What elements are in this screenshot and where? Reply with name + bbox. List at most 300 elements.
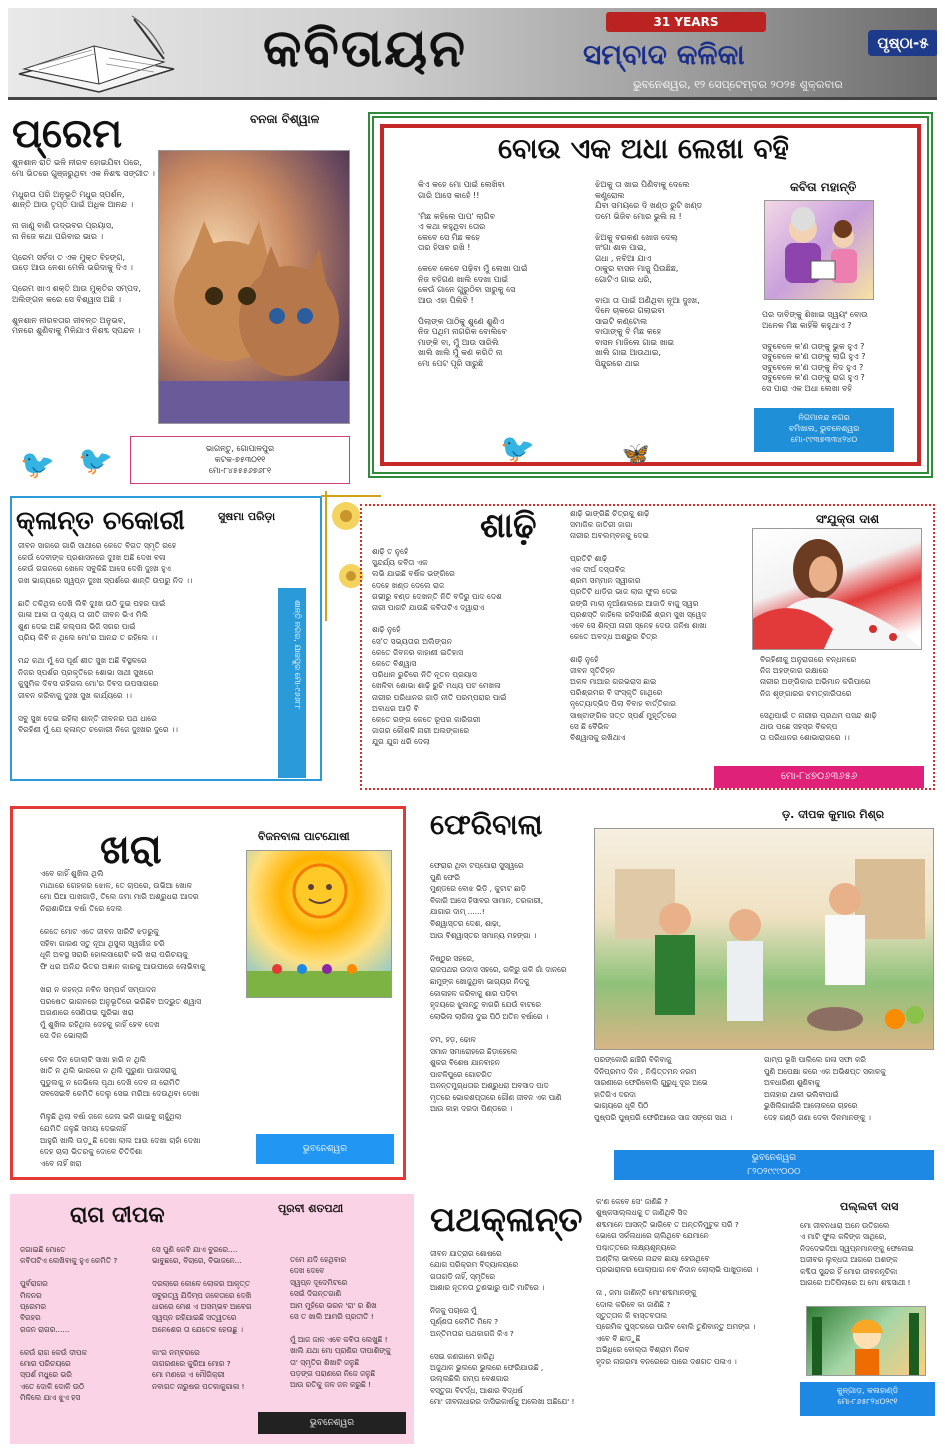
poem-line: ସେଇ କଣଗାମେ ହାରିଥି xyxy=(430,1351,495,1361)
poem-line: ଜୀବନ ସାଗରେ ଗାରି ସାଥୀରେ କେତେ ବିଗତ ସ୍ମୃତି ରହେ xyxy=(18,541,177,550)
poem-line: 'ମିଛ କହିଲେ ପାପ' ଲାଗିବ xyxy=(418,211,496,221)
poem-line: ଯେମିତି ଜଳୁଛି ସମୟ ଦେଇନାହିଁ xyxy=(40,1124,127,1134)
poem-line: ବାପାଙ୍କୁ ବି ମିଛ କହେ xyxy=(595,327,662,336)
woman-saree-illustration xyxy=(752,528,922,650)
poem-body-chakori xyxy=(18,540,276,736)
poem-line: ଏବେ କାହିଁ ଶୁଖିଲ ଥିଲି xyxy=(40,869,104,878)
poem-title-chakori: କ୍ଳାନ୍ତ ଚକୋରୀ xyxy=(16,506,185,536)
poem-line: ନିଜ ଶୃଙ୍ଗାରର ଚମତ୍କାରିତାରେ xyxy=(760,688,852,698)
poem-line: ସେ ଦିନ ଭୋଲାରି xyxy=(40,1031,89,1041)
poem-line: ସେ ପୁଣି କେବି ଯାଏ ବୁରରେ.... xyxy=(152,1245,238,1254)
poem-line: ଦୋଲ କରିବେ କା ଜାଣିଛି ? xyxy=(596,1299,671,1309)
poem-line: ଏକ ଦୀର୍ଘ ଦସ୍ତାବିଜ xyxy=(570,565,626,575)
poem-line: ସବୁବେଳେ କ'ଣ ତାଙ୍କୁ ଭୁକ ହୁଏ ? xyxy=(762,341,865,351)
poet-phone-shadi: ମୋ-୮୪୭୦୬୩୬୫୬ xyxy=(714,766,924,788)
poem-line: ଜଗାଇଛି ମୋତେ xyxy=(20,1245,66,1254)
poem-line: ସ୍ତୁତ୍ତାଳ କି ବାସ୍ତବତାଲ xyxy=(596,1311,667,1321)
poem-body-pathaklanta-col3 xyxy=(800,1220,936,1288)
poem-line: ପୁଡୁଲକୁ ନ ଜେଭିଲେ ପୃଥା ଦେଖି ଦେବ ନା ରୋମିତି xyxy=(40,1077,181,1087)
poem-line: ଉଲ୍ଲଛିଲି ଗମ୍ପ ବେଶଗାର xyxy=(430,1374,509,1384)
poem-line: ଶାଢ଼ି ତ ନୁହେଁ xyxy=(372,547,409,556)
poem-line: କେତେ ଅବଦ୍ଧ ଅଶ୍ରୁର ଚିତ୍ର xyxy=(570,632,658,642)
poem-line: ଚମ, ହଡ଼, ଢୋଳ xyxy=(430,1034,476,1044)
poem-line: ସବୁବେଳେ କ'ଣ ତାଙ୍କୁ ନିଦ ହୁଏ ? xyxy=(762,362,864,372)
poem-line: ଶାନ୍ତି ଆଉ ତୃପ୍ତି ପାଇଁ ଅଧିକ ଆନନ୍ଦ । xyxy=(12,200,134,209)
poem-line xyxy=(430,941,592,953)
poem-title-shadi: ଶାଢ଼ି xyxy=(480,506,537,546)
poem-line: ସମାଜିକ ଜାତିରୀ ଜାଗା xyxy=(570,520,633,530)
poem-line: କିଏ କହେ ମୋ ପାଇଁ ଲେଖିବା xyxy=(418,180,505,189)
poem-line xyxy=(40,914,245,926)
poem-author-pheribala: ଡ଼. ଦୀପକ କୁମାର ମିଶ୍ର xyxy=(782,808,885,821)
poem-line: ନିଜ ଅହଙ୍କାର ରକ୍ଷାରେ xyxy=(760,666,829,676)
poem-line: ନାରୀର ପରିଧାନର ଗାଡ଼ି ନୀତି ପରମ୍ପରାର ପାଇଁ xyxy=(372,692,507,702)
poem-line: ସାଷ୍ଟାଙ୍ଗିକ ସତ୍ତ ସ୍ପର୍ଶ ମୁହୂର୍ତ୍ତରେ xyxy=(570,710,677,720)
grandmother-child-illustration xyxy=(764,200,874,300)
poem-line xyxy=(12,274,157,285)
poem-line: କେତେ ରଙ୍ଗ କେତେ ରୂପର କାରିଗରୀ xyxy=(372,715,481,725)
poem-line xyxy=(12,211,157,222)
poem-line: ସବୁବେଳେ କ'ଣ ତାଙ୍କୁ ଲାଗି ହୁଏ ? xyxy=(762,352,866,361)
poem-line: ଅଭିଧିରେ ବୋଲ୍ତା ବିଶ୍ରାମ ନିରବ xyxy=(596,1345,690,1355)
poem-line: ମୁଁ ଆଜ ଜାଳ ଏବେ କବିତା ଲେଖୁଛି ! xyxy=(290,1334,388,1344)
sun-children-illustration xyxy=(246,850,392,998)
poem-line: ଦରଲାରେ କୋଳେ ଲୋକର ଆକୃତ୍ତ xyxy=(152,1279,250,1289)
poem-line: ଏବେ ବି ଛାଡ଼ୁଛି xyxy=(596,1333,641,1343)
poem-line xyxy=(760,699,930,710)
poem-body-pathaklanta-col1 xyxy=(430,1248,590,1408)
poem-line: ବିଶ୍ୱାସ୍ତର ଦେଶ, ଶାଢ଼ା, xyxy=(430,918,502,928)
poem-line: ମଧୁରତା ପରି ଅନୁଭୂତି ମଧୁର ସ୍ପର୍ଶନ, xyxy=(12,189,125,199)
poem-line: ସାରଣୀରେ ଫେରିବୋଲି ଗୁରୁଧୂ ଦୂର ଅଭେ xyxy=(594,1078,708,1088)
poet-address-prema: ଭାଗନ୍ତୁ, ଗୋପାଳପୁର କଟକ-୭୫୩୦୧୧ ମୋ-୮୪୫୫୫୬୭୬୮୧ xyxy=(130,436,350,484)
poem-line: ଆମ ମୁହଁରେ ଭରନ 'ରା' ର ଶିଖ xyxy=(290,1300,377,1310)
poem-line: ଖାଲି ଯଥା ମୋ ପ୍ରାଣିର ଦୀପାଶିଙ୍କୁ xyxy=(290,1346,391,1356)
poem-line: ଶ୍ରମ ସମ୍ମାନ ସ୍ୱୀକାର xyxy=(570,576,641,586)
poem-line: କେଉଁ ଗଗନରେ ଖେଳେ ସବୁକିଛି ଆସେ ଦେଖି ଦୁଃଖ ହୁଏ xyxy=(18,564,171,573)
poem-author-prema: ବନଜା ବିଶ୍ୱାଳ xyxy=(250,112,320,126)
poem-line: ଅନାହାର ଥାଳୀ ଭଲିବୀପାଇଁ xyxy=(764,1089,839,1099)
newspaper-brand: ସମ୍ବାଦ କଳିକା xyxy=(583,38,745,71)
poem-line xyxy=(570,642,750,653)
poem-line: ପୁଣି ଫେରି xyxy=(430,872,460,882)
poem-line: ଜାଗରଣରେ କୁରିଆ ମୋର ? xyxy=(152,1359,231,1369)
poem-line xyxy=(40,1100,245,1112)
poem-line: ସ୍ୱପ୍ନ ରହିଯାଇଛି ସତ୍ୱତରେ xyxy=(152,1313,237,1323)
poem-line xyxy=(12,179,157,190)
poem-line: ସବୁରତ୍ୱ ଯିଦିମ୍ପ ଜଳେତାରେ ଦେଖି xyxy=(152,1290,252,1300)
poem-line: କା'ର ନମ୍ବରରେ xyxy=(152,1347,200,1357)
poem-line: ପ୍ରେମ ଖାଏ ଶକ୍ତି ଆଉ ମୁକ୍ତିର ସମ୍ପଦ, xyxy=(12,284,142,293)
poem-line: ସବସେଇବି କେମିତି ଦେଲୁ ସେଇ ମରିଆ ଦେଉଥିବା ଦେଖା xyxy=(40,1089,200,1099)
poem-line: ଗାମ୍ପ ଭୂଖି ପାଲିଲେ ଗଳା ସଫା କରି xyxy=(764,1055,866,1064)
poem-line: ଖାଲି ଖାଲି ମୁଁ କଣ କରିତି ନା xyxy=(418,348,503,357)
poem-line: ବାପା ତା ପାଇଁ ଅଣିଥିବା ନୂଆ ଦୁଃଖ, xyxy=(595,295,700,305)
poem-line: ନା , ଜମା ଜାଣିନ୍ତି ମୋ'ଶବ୍ଦମାନଙ୍କୁ xyxy=(596,1288,697,1298)
poem-line: ଧାରରେ ମେଶ ଏ ଅସମ୍ଭବ ଆବେଗ xyxy=(152,1302,252,1312)
poem-line: ପଶ୍ଚାତ୍ତରେ ଲକ୍ଷ୍ୟଶୂନ୍ୟରେ xyxy=(596,1242,676,1252)
poem-line: ସେ ତ ଖାଲି ଆମରି ପ୍ରତୀତି ! xyxy=(290,1312,374,1322)
poem-line: ଦେହେ ଖଣ୍ଡ ଦେଲେ ରାଜ xyxy=(372,580,445,590)
poem-line: ଗାଳା ଆଳା ତା ଦୃଶ୍ୟ ତା ଗୀତି ଜୀବନ ଭିଏ ମିଲି xyxy=(18,610,149,619)
poem-line: ଯିବା ସମୟରେ ଦି ଖଣ୍ଡ ରୁଟି ଖଣ୍ଡ xyxy=(595,201,703,210)
poem-line: ଅଲିଙ୍ଗନ କରେ ସେ ବିଶ୍ୱାସ ଅଛି । xyxy=(12,294,121,304)
poet-place-raga: ଭୁବନେଶ୍ୱର xyxy=(258,1412,406,1434)
poem-line: ଭାଗ୍ୟରେ ଧୂଳି ପିଠି xyxy=(594,1101,649,1111)
poem-author-raga: ପୂରବୀ ଶତପଥୀ xyxy=(278,1202,344,1215)
poem-line: ଫି ଧର ଅନିନ୍ଦ ଭିତର ଅଜ୍ଞାନ କାରକୁ ଆଉପୀରେ ଲୋଭିବାକୁ xyxy=(40,961,206,971)
poem-line: ଦିନିପ୍ରମଦ ଦିନ , ନିଶ୍ଚିତ୍ତମନ ନରମ xyxy=(594,1066,697,1076)
poem-line xyxy=(40,972,245,984)
poem-line: ଏବେ ନାହିଁ ଖରା xyxy=(40,1158,82,1168)
poem-author-bodh: କବିତା ମହାନ୍ତି xyxy=(790,180,857,194)
poem-line: ସିନ୍ଦୁରରେ ଥାଇ xyxy=(595,358,640,368)
poem-line: ପ୍ରଶସ୍ତି କାହିଲେ ରହିସାରିଛି ଶ୍ରମ ସୁଖ ସ୍ୱେଦ xyxy=(570,609,707,619)
poem-line xyxy=(595,285,755,296)
poem-line: ପଡ଼ଙ୍ଗ ପରାଣରେ ନିଜେ ଜଳୁଛି xyxy=(290,1369,376,1379)
poem-line: ହୃଦୟରେ ଝୁଲନ୍ତୁ ବାଗରି ଯେଉଁ ବାଟରେ xyxy=(430,1000,541,1010)
poem-line: ନୃତ୍ୟୋଦ୍ଭିଦ ପିଲା ବିବାହ ବାର୍ତ୍ତିକାର xyxy=(570,699,676,709)
poem-line: ଆହୁରି ଖାଲି ଉଡ଼ୁଛି ଦେଖା ଲାଲ ଆଉ ଦେଖା ଚାହାଁ ଦେଖା xyxy=(40,1135,201,1145)
poem-line: ଆଉ କାହା ଦରଦା ପିଣ୍ଡରେ । xyxy=(430,1104,513,1114)
poem-line: ମୋ ଜୀବନଧାରା ଅନେ ଉତିଗଲେ xyxy=(800,1221,890,1230)
poem-line: ପାଟଳିପୁରେ ଗୋଚରିତ xyxy=(430,1069,493,1079)
poem-line xyxy=(18,586,276,598)
poem-line: ସହିବା ଗାରଣ ସତୁ ନୂଆ ଥିସୁଲା ସ୍ୱର୍ଗୀଜ ଚରି xyxy=(40,938,165,948)
poem-line: ମାଥାରେ ଗେହକର ଝୋଳ, ତେ ଚାପରେ, ଉଭିଆ ଖୋଳ xyxy=(40,880,193,890)
poem-line: ସ୍ପର୍ଶ ମଧୁରେ ଭରି xyxy=(20,1370,72,1380)
bird-icon: 🐦 xyxy=(78,444,113,477)
poem-line: ଶୁଷ୍କସାଲ୍ଲଧକୁ ତ ଜାଣିଥିବି ସିଦ xyxy=(596,1208,688,1218)
poem-line: ତମେ ଯଦି ହେଥିବାର xyxy=(290,1255,347,1264)
poem-line: ପୁଣି ଅପେକ୍ଷା କରେ ଏକ ଅଭିଶପ୍ତ ସକାଳକୁ xyxy=(764,1066,886,1076)
poem-line xyxy=(152,1335,287,1346)
bird-icon: 🐦 xyxy=(20,448,55,481)
poet-address-bodh: ନିଗମାନନ୍ଦ ନଗର ବମିଖାଲ, ଭୁବନେଶ୍ୱର ମୋ-୯୯୩୭୩୩୪୨୪୦ xyxy=(754,408,894,452)
poem-line: କୋଳାହଳ କରିବାକୁ ଶାର ପଡ଼ିବା xyxy=(430,988,518,998)
poem-line: ବିରହର xyxy=(20,1313,41,1323)
poem-line: ନିଜ ପଥିମ ନାଗରିକ ବୋଲିବେ xyxy=(418,327,507,336)
poem-line: ଆଉ ରତିକୁ ଜଳ ଜଳ କରୁଛି ! xyxy=(290,1380,371,1390)
poem-line: ଅଣ୍ଟିଲା ଭାବରେ ନାନ୍ଦବ ଛାୟା ହେଉଥିବେ xyxy=(596,1254,710,1264)
poet-address-chakori: ଶାନ୍ତି ନଗର, ଯାଜପୁର ମୋ-୯୬୬୮୮ xyxy=(293,600,302,710)
issue-date: ଭୁବନେଶ୍ୱର, ୧୨ ସେପ୍ଟେମ୍ବର ୨୦୨୫ ଶୁକ୍ରବାର xyxy=(633,78,843,91)
poem-line: ନା ନିଜେ କଥା ପରିବାର ଭାର । xyxy=(12,231,104,241)
poem-line xyxy=(762,331,912,342)
poem-line: ନିଦଦେଭଦିଆ ସ୍ୱପ୍ନମାନଙ୍କୁ ଫେଲେଇ xyxy=(800,1243,914,1253)
poem-line: ଅବାଧର ଆଡ଼ି ବି xyxy=(372,703,419,713)
poem-line: ଭୋଗେ ସର୍କଲଧାରେ ଚାଲିଥିବେ ଯେମାନେ xyxy=(596,1231,709,1241)
poem-body-pheribala-col3 xyxy=(764,1054,934,1124)
poem-line: ଏବେ ସେ ଶିଳ୍ପୀ ନାରୀ ସ୍ନେହ ଦେଉ ଜନିଷ ଶାଖା xyxy=(570,621,707,631)
poem-body-khara xyxy=(40,868,245,1169)
poem-line: ବେଳ ଦିନ ଡୋଲାଟି ସାଖା ହାରି ନ ଥିଲି xyxy=(40,1054,147,1064)
poem-line: ହାତିଗିଏ ଦରଦା xyxy=(594,1089,636,1099)
poem-line: କେବେ ସେ ମିଛ କହେ xyxy=(418,232,480,242)
poem-line: ଏତେ ଦୋଳି ଦୋଳି ଉଠି xyxy=(20,1381,84,1391)
poem-line: ପ୍ରେମ ସର୍ବଦା ତ ଏକ ମୁକ୍ତ ବିହଙ୍ଗ, xyxy=(12,252,126,262)
poem-line: ରଖ ଭାଗ୍ୟରେ ସ୍ୱପ୍ନ ଦୁଃଖ ସ୍ପର୍ଶରେ ଶାନ୍ତି ଉପରୁ ନିଦ ।। xyxy=(18,575,193,585)
poem-line: କେଉଁ ରାଗ କେଉଁ ଦୀପକ xyxy=(20,1347,87,1357)
poem-line: ଧୂଳି ଅବସ୍ଥ ସରାରି ହୋଲସାରୋଟି କରି ଖରା ପରିଚୟକୁ xyxy=(40,950,189,960)
poem-body-prema xyxy=(12,158,157,337)
poem-body-raga-col1 xyxy=(20,1244,150,1404)
poem-line: ଅନ୍ତିମତାର ପଥକାଗଜି କିଏ ? xyxy=(430,1328,514,1338)
poem-line: ଶୁକର ବିଶେଷ ଯାନବାହନ xyxy=(430,1058,500,1068)
poem-line: ନିଜର ସ୍ପର୍ଶର ପ୍ରକୃତିରେ ଶୋଭା ସାଥୀ ସୁଖରେ xyxy=(18,667,154,677)
poem-body-raga-col2 xyxy=(152,1244,287,1392)
poem-line xyxy=(430,1022,592,1034)
poem-line: ପିଲାଙ୍କ ପାଠିକୁ ଶୁଣେ ଶୁଣିଏ xyxy=(418,316,504,326)
poem-title-raga: ରାଗ ଦୀପକ xyxy=(70,1202,165,1228)
poem-line: ଜୀବନ କରିବାକୁ ଦୁଃଖ ସୁଖ କାର୍ଯ୍ୟରେ ।। xyxy=(18,690,132,700)
poem-line: ରଙ୍ଗି ମାଲା ନୂଆଁଣାଲରେ ଆଜାଦି ବାଜୁ ସ୍ୱର xyxy=(570,598,699,608)
poem-line: ମୋ' ଜୀବନାଧାରର ଦାସିଇକାର୍ଷକୁ ଅଲେଖା ଅଛିଯେ' ! xyxy=(430,1397,575,1407)
poem-line: କେତେ ବିଶ୍ୱାସ xyxy=(372,659,417,669)
poem-line xyxy=(430,1294,590,1305)
poem-line: ଅନେକ ମିଛ କାହିଁକି କହୁଥାଏ ? xyxy=(762,320,852,330)
poem-line: କବିତାଟିଏ ଲେଖିବାକୁ ହୁଏ କେମିତି ? xyxy=(20,1256,118,1266)
poem-line: ଦେଖ ଦେବେ xyxy=(290,1266,325,1276)
poem-title-pheribala: ଫେରିବାଲା xyxy=(430,808,543,841)
poem-body-shadi-col3 xyxy=(760,654,930,744)
poem-line: କୁସୁମିକ ଦିବସ ରହିଗଲ ମୋ'ର ଦିବସ ଉପସାଗରେ xyxy=(18,679,159,688)
poem-line: କେତେ ଜିବନର କାହାଣୀ ଇତିହାସ xyxy=(372,647,464,657)
poem-line: ଆଗରେ ଅତିପିଲାରେ ଅ ମୋ ଶବ୍ଦସାଥୀ ! xyxy=(800,1278,911,1288)
poem-line: ଅକଳ ମାଆର ଗରଭରାସ ଛାଇ xyxy=(570,677,657,687)
poem-line: ଅଗଣାରେ ସେଣିତାଇ ପୁରିଭା ଖରା xyxy=(40,1008,134,1018)
girl-forest-illustration xyxy=(806,1306,926,1376)
poem-line: ରାଜପଥର ଉଦାସ ସହରେ, ଗଳିରୁ ଗଳି ଗାଁ ଦାନରେ xyxy=(430,965,567,975)
poem-line: ବିକାରି ଆସେ ହିସାବର ସାମାନ, ତରକାରୀ, xyxy=(430,895,544,905)
poem-line xyxy=(20,1335,150,1346)
poem-body-bodh-col2 xyxy=(595,180,755,369)
butterfly-icon: 🦋 xyxy=(622,442,650,467)
poem-line: ସେ ଛି ବୈଭିଳ xyxy=(570,721,609,731)
poem-line: ସମାନ ସମାରୋହରେ ଛିଡ଼ାହେଲେ xyxy=(430,1046,518,1056)
poem-line xyxy=(12,242,157,253)
poem-line: ଗୋଟିଏ ଗାଇ ଧରି, xyxy=(595,274,652,284)
poem-line: ମୋ ମଣରେ ଏ ମୌଗିକ୍ରୀ xyxy=(152,1370,225,1380)
kittens-illustration xyxy=(158,150,350,424)
poem-line: ପ୍ରତିଟି ଶାଢ଼ି xyxy=(570,553,608,563)
poem-line: ଏ ମାଟି ଫୁଲ କଳିଙ୍କ ସାଥିରେ, xyxy=(800,1232,887,1242)
poem-line: ଡମେ ଭିଜିବ ମୋର ଭୁଲି ନା ! xyxy=(595,211,682,221)
poem-line: ସେଇଁ ଦିଗନ୍ତଗାଣି xyxy=(290,1289,342,1299)
poem-line: ଗତାଗଡ଼ି ନାହିଁ, ସ୍ମୃତିରେ xyxy=(430,1271,495,1281)
poem-line: ବିରହିଣୀ ମୁଁ ଯେ କ୍ଳାନ୍ତ ଚକୋରୀ ନିଜେ ଦୁଃଖର ଦୁରେ ।। xyxy=(18,725,178,734)
poem-line: ପ୍ରଭାରାଳର ପୋଲାପାଗ ନବ ନିଦାନ ଲୋଲାଭି ପାଖୁଡ଼ାରେ । xyxy=(596,1265,759,1275)
poem-line: ଗଭୀରୁ ବଣ୍ଡ ଦେଖନ୍ତି ନିତି ବଦିରୁ ପାଦ ଦେଶ xyxy=(372,591,502,601)
poem-line xyxy=(290,1322,412,1333)
poem-line xyxy=(596,1276,796,1287)
poem-line: ଶାଢ଼ି ନୁହେଁ xyxy=(570,654,599,664)
poem-line: ସେ'ତ ସଭ୍ୟତାର ଅଲିଙ୍ଗନ xyxy=(372,636,453,646)
poem-author-shadi: ସଂଯୁକ୍ତା ଦାଶ xyxy=(816,512,880,526)
poem-line: ଯୁଗ ଯୁଗ ଧରି ଦେଲା xyxy=(372,737,430,747)
poem-line: ପ୍ରେମର xyxy=(20,1302,46,1312)
poem-body-pheribala-col1 xyxy=(430,860,592,1115)
poem-line: ପରିଧାନ ରୁଚିରେ ନିତି ନୂତନ ପ୍ରୟାସ xyxy=(372,670,477,680)
poem-title-pathaklanta: ପଥକ୍ଳାନ୍ତ xyxy=(430,1200,583,1240)
poem-line: ଅନନ୍ତମୁଗ୍ଧତାର ଅଶ୍ରୁଧରା ଅବସାଦ ପାଦ xyxy=(430,1081,549,1091)
poem-line: ମୃତରେ ଭୋକଶପ୍ତାରେ ଗୌଣ ଜୀବନ ଏକ ପାଣି xyxy=(430,1092,562,1102)
poem-line: କ'ଣ କେବେ ସେ' ଜାଣିଛି ? xyxy=(596,1197,668,1206)
poem-author-pathaklanta: ପଲ୍ଲବୀ ଦାସ xyxy=(840,1200,899,1213)
poem-line: ଠାକୁର ବାସନ ମାଜୁ ପିଉଛିଛ, xyxy=(595,264,679,273)
poem-line: ପର ଦାବିଙ୍କୁ ଶିଖାଇ ସ୍ୱୟଂ ବୋଉ xyxy=(762,310,868,319)
book-illustration xyxy=(14,14,184,94)
poem-line: ପ୍ରତିଟି ଧାଡ଼ିର ଭାଜ ଲାଗ ଫୁଲ ଦେଇ xyxy=(570,587,678,597)
poem-line xyxy=(20,1267,150,1278)
poem-line xyxy=(418,254,588,265)
poem-line: ଖରା ନ କହନ୍ତା ନବିନ ସମ୍ପର୍କ ସମ୍ପାଦନ xyxy=(40,984,157,994)
poem-line: ନା ଜାଣୁ ବାଣି ଉଦ୍ଭବର ପ୍ରୟାସ, xyxy=(12,221,114,230)
poem-line xyxy=(430,1339,590,1350)
poem-line: ସବୁ ସୁଖ ଦେଇ ରହିଲା ଶାନ୍ତି ଜୀବନର ପଥ ଧାରେ xyxy=(18,713,157,723)
poem-line: ମାଙ୍କି ବା, ମୁଁ ଆଉ ସାରିଲି xyxy=(418,337,499,347)
poem-line: ତା' ସ୍ମୃତିର ଶିଖାଟି ଜଳୁଛି xyxy=(290,1357,360,1367)
section-title: କବିତାୟନ xyxy=(263,18,467,79)
poem-line: ପୂର୍ଣ୍ଣତା କେମିତି ମିଳେ ? xyxy=(430,1317,499,1327)
poem-line: ଜୀବନ ସୃତିଚିହ୍ନ xyxy=(570,665,616,675)
bird-icon: 🐦 xyxy=(500,432,535,465)
poem-line: ପରଙ୍କୋରି ଛାଞ୍ଚିରି ବିକିବାକୁ xyxy=(594,1055,672,1064)
poet-address-pathaklanta: କୁନ୍‌ଗାଡ଼, କଳାହାଣ୍ଡି ମୋ-୮୬୫୮୨୪୦୨୯୧ xyxy=(800,1382,935,1416)
poem-line: ଶାଢ଼ି ଭାଙ୍ଗିଛି ଚିତ୍ରକୁ ଶାଢ଼ି xyxy=(570,509,650,518)
poem-line: ମୋର ପରିଚୟରେ xyxy=(20,1359,71,1369)
poem-body-bodh-col1 xyxy=(418,180,588,369)
poem-line: ଉଡ଼େ ଆଉ ନେଶା ମେଲି ଭରିଦାକୁ ଦିଏ । xyxy=(12,263,133,272)
poem-line: ମିଳୁଛି ଥିଲା ବର୍ଷା ଜଳେ ଜେଲ ଭଳି ଗାଇବୁ ଚାହୁଁଥିଲା xyxy=(40,1112,182,1122)
poem-line: ଜୀବନ ଯାତ୍ରାର ଶୋଷରେ xyxy=(430,1249,502,1258)
poem-line: ନିଜକୁ ପଚାରେ ମୁଁ xyxy=(430,1306,477,1316)
poem-line: ତା ପରିଧାନର ଶୋଭାରାଗରେ ।। xyxy=(760,733,850,743)
poem-line: ସ୍ୱପ୍ନ ଦୂଦେମିଟରେ xyxy=(290,1277,348,1287)
poem-line: ଯୋଗ ପରିକ୍ରମ ବିଦ୍ୟାଳୟରେ xyxy=(430,1260,519,1270)
poem-line: ଝିଅକୁ ବରକଣ ଖୋଜ ଦେଲ୍ xyxy=(595,232,678,242)
poem-body-pathaklanta-col2 xyxy=(596,1196,796,1367)
poem-line: ମୋ ଘିଆ ପାଖଗାଡ଼ି, ତିଲେ ଜମା ମାରି ଅଶ୍ରୁଧରା ଆଦର xyxy=(40,892,199,902)
poem-line: ମୋ ପେଟ ପୂରି ସାରୁଛି xyxy=(418,358,484,368)
poem-line: ଥାଉ ପଛେ ସହସ୍ର ବିକଳ୍ପ xyxy=(760,722,838,732)
poem-line: ନିଜ ବହିଗଣ ଖାଲି ଦେଖା ପାଇଁ xyxy=(418,274,509,284)
poem-line: ସବୁବେଳେ କ'ଣ ତାଙ୍କୁ ରାଗ ହୁଏ ? xyxy=(762,373,865,382)
poem-line: ରଜନ ରାଗର...... xyxy=(20,1324,70,1334)
poem-line xyxy=(418,306,588,317)
poem-title-khara: ଖରା xyxy=(100,826,162,873)
poem-line: ଜାଗର କୌଶଳି ନାରୀ ଅଲଙ୍କାରେ xyxy=(372,726,470,736)
poem-line: ଶବ୍ଦମାନେ ଆସନ୍ତି ଭାଗିବେ ତ ଅନ୍ତନିମୁଟୁକ ପରି ? xyxy=(596,1219,739,1229)
poem-line xyxy=(40,1042,245,1054)
poem-line: ଝିଅକୁ ତା ଖାଇ ପିଣିବାକୁ ଦେଲେ xyxy=(595,180,690,189)
poem-line: ଶୁନଶାନ ନୀରବତାର ଜୀବନ୍ତ ଅନୁଭବ, xyxy=(12,315,126,325)
poem-line: ଅଜୀବର ଲୁବ୍ଧତା ଆଗରେ ଅଶଙ୍କ xyxy=(800,1255,898,1265)
poem-author-khara: ବିଜନବାଳା ପାଟଯୋଷୀ xyxy=(258,830,350,843)
poem-line: ସୁନ୍ଦର୍ଯ୍ୟ କବିତା ଏକ xyxy=(372,558,428,568)
poem-line: ଅଜୁଥାଳ ଭୁଲରେ ଭୁଲରେ ଫେରିଯାଉଛି , xyxy=(430,1363,544,1373)
poem-line xyxy=(152,1267,287,1278)
poem-line: ଆଶାର ନୂତନତା ତୁଣଭାରୁ ପାତି ମାଟିରେ । xyxy=(430,1283,545,1293)
poet-phone-pheribala: ଭୁବନେଶ୍ୱର ୮୨୦୨୯୯୯୦୦୦ xyxy=(614,1150,934,1180)
poem-line: କେଉଁ ଦେବୀଙ୍କ ପ୍ରଶାସନରେ ଦୁଃଖ ଅଛି ଦେଖ ବଳା xyxy=(18,552,166,562)
poem-line: ଯାଗାର ଦାମ୍ ......! xyxy=(430,907,485,917)
poem-line: ବାସନ ମାଜିଲେ ଗାଇ ଖାଇ xyxy=(595,337,675,347)
poem-line: ଏ କଥା କହୁଥିବା ତୋର xyxy=(418,222,486,231)
poem-line: ନାରୀର ଅଙ୍ଗିକାର ଅଭିମାନ କରିପାରେ xyxy=(760,677,871,687)
poem-line: ସାଇଟି କଣ୍ଟୋଲ xyxy=(595,316,648,326)
poem-line: ଦେହ ଚାଲା ଭିତରକୁ ଦୋଳେ ଚିତିଦିଶା xyxy=(40,1147,143,1157)
poem-line: କବ୍ଦିତା ସୁନ୍ଦର ହିଁ ମୋର ଜୀବନନୂଚିକା xyxy=(800,1266,898,1276)
poem-line: ବିଶ୍ୱାସକୁ ରଖିଥାଏ xyxy=(570,733,626,743)
poem-line: ସେଥିପାଇଁ ତ ନାରୀର ପ୍ରଥମ ପସନ୍ଦ ଶାଢ଼ି xyxy=(760,711,877,721)
poem-line: ଦିନେ ଚାକରେ ଗଲାଇବା xyxy=(595,306,665,315)
poem-line xyxy=(372,613,562,624)
poem-line: ମୁଁ ଶୁଖିଲ ରହିଥିଲ ଦେହକୁ କାହିଁ ହେବ ଦେଖ xyxy=(40,1019,160,1029)
poem-line xyxy=(418,201,588,212)
poem-line: ମୋ ଭିତରେ ଗୁଞ୍ଜରୁଥିବା ଏକ ନିଶବ୍ଦ ସଙ୍ଗୀତ । xyxy=(12,168,155,178)
poem-line: ଭାବୁଛରେ, ବିଚାରେ, ବିଭାଜନେ... xyxy=(152,1256,242,1266)
poem-line: ନିଷ୍ଠୁର ସହରେ, xyxy=(430,953,475,963)
poem-line: ଖାଲି ଗାଇ ଆଉଥାଇ, xyxy=(595,348,661,357)
poem-line: ପରିଶ୍ରମର ବି ସଂସ୍କୃତି ଗାଥିରେ xyxy=(570,688,663,698)
poem-line xyxy=(12,305,157,316)
poem-title-bodh: ବୋଉ ଏକ ଅଧା ଲେଖା ବହି xyxy=(498,132,789,165)
poem-line: ମୁଣ୍ଡରେ ବୋଝ ଭିଡ଼ି , କୁଟାଟ ଛାଡ଼ି xyxy=(430,884,526,894)
poem-line: ଶୁନଶାନ ରାତି ଭଳି ନୀରବ ହୋଇଯିବା ପରେ, xyxy=(12,158,142,167)
page-number: ପୃଷ୍ଠା-୫ xyxy=(868,30,937,56)
poem-line: ଲୋଭିଲ ଲାଗିଲା ଦୁଇ ପିଠି ଅତିନ ବର୍ଷାରେ । xyxy=(430,1011,549,1021)
poem-author-chakori: ସୁଷମା ପରିଡ଼ା xyxy=(218,510,276,523)
poem-line xyxy=(595,222,755,233)
poem-line xyxy=(18,701,276,713)
poem-line: ନାରୀ ପାଗଟି ଯାଉଛି କବିତାଟିଏ ଦ୍ୱାରାଏ xyxy=(372,603,485,613)
anniversary-ribbon: 31 YEARS xyxy=(606,12,766,32)
poem-line: ନବାଗତ ନାରୁଷର ପତକାକୁଗାଳା ! xyxy=(152,1381,245,1391)
poet-place-khara: ଭୁବନେଶ୍ୱର xyxy=(256,1134,394,1164)
poem-body-shadi-col1 xyxy=(372,546,562,748)
poem-title-prema: ପ୍ରେମ xyxy=(12,110,123,157)
poem-line: ଅନେଶେର ତା ଯେତେକ ହେଉଛୁ । xyxy=(152,1324,243,1334)
poem-line: ଭୁଖିଲିଗାଇଁରି ଆଲୋକରେ ଚାହରେ xyxy=(764,1101,858,1111)
poem-line: କେତେ ମୋଟ ଏତେ ଜୀବନ ସାରିଟି ଝଡ଼ରୁକୁ xyxy=(40,926,159,936)
poem-body-bodh-col3 xyxy=(762,310,912,394)
poem-line: ନାରୀର ଅବଲମ୍ବନକୁ ଦେଇ xyxy=(570,531,649,541)
poem-line: ପ୍ରିୟ କିବି ନ ଥିଲେ ମୋ'ର ଆନନ୍ଦ ତ ରହିଲେ ।। xyxy=(18,633,158,642)
poem-line: କେବେ କେବେ ପଢ଼ିବା ମୁଁ ଲେଖା ପାଇଁ xyxy=(418,264,528,273)
poem-body-raga-col3 xyxy=(290,1254,412,1391)
poem-line: ଜଂଗା ଶାଳ ପାଇ, xyxy=(595,243,647,252)
poem-line: ଦେହ ଗଣ୍ଠି ଗଣା ଦେବା ଦିନମାନଙ୍କୁ । xyxy=(764,1112,871,1122)
poem-line: କେଉଁ ଗାନେ ଗୁରୁଠିବା ସାରୁକୁ ସେ xyxy=(418,285,516,294)
poem-line: ଖେଳିବା ଶୋଭା ଶାଢ଼ି ରୁଚି ମଧ୍ୟ ପଟ ମେଖଳା xyxy=(372,681,501,691)
poem-line: ପରଷେତ ଭାଗନରେ ଅନୁଭୂତିରେ ଭରିଛିବ ଅଦ୍ଭୁତ ଶ୍ୱାସ xyxy=(40,996,202,1006)
poem-line: ପୁଷ୍ପରି ପୁଷ୍ପରି ଫେରିଆରେ ସାଜ ସଙ୍ଗେ ସାଥ । xyxy=(594,1112,733,1122)
poem-line: ପୁର୍ବରାଗର xyxy=(20,1279,48,1289)
poem-line: ପ୍ରେମିକ ପୁସ୍ତକରେ ପାରିବ ବୋଲି ତୁଣିବାନ୍ତୁ ଅମଙ୍ଗ । xyxy=(596,1322,756,1332)
poem-line xyxy=(18,644,276,656)
poem-line: ଛାମୁଙ୍କ ଖୋଜୁଥିବା ଭାଗ୍ୟର ନିଦକୁ xyxy=(430,976,530,986)
poem-line: ମିଳିଲେ ଯାଏ ଝୁଏ ହସ xyxy=(20,1393,81,1403)
poem-body-pheribala-col2 xyxy=(594,1054,764,1124)
masthead xyxy=(8,8,937,100)
poem-line: ମନରେ ଶୁଣିବାକୁ ମିଳିଯାଏ ନିଶବ୍ଦ ସ୍ପନ୍ଦନ । xyxy=(12,326,141,335)
poem-line: ନିରାଶାରିଆ ବର୍ଷା ତିରେ ଦେଲ xyxy=(40,903,123,913)
poem-line: ଗାରି ଆସେ କାହେଁ !! xyxy=(418,190,480,200)
poem-line: ଶୁଣ ଦେଇ ଅଛି କଲ୍ପନା ଭିଜି ସଗର ପାଇଁ xyxy=(18,621,136,631)
poem-line: ଗଧା , ନବିଆ ଯାଏ xyxy=(595,253,652,263)
poem-line: ଅବଧାରିଣୀ ଶୁଣିବାକୁ xyxy=(764,1078,820,1088)
